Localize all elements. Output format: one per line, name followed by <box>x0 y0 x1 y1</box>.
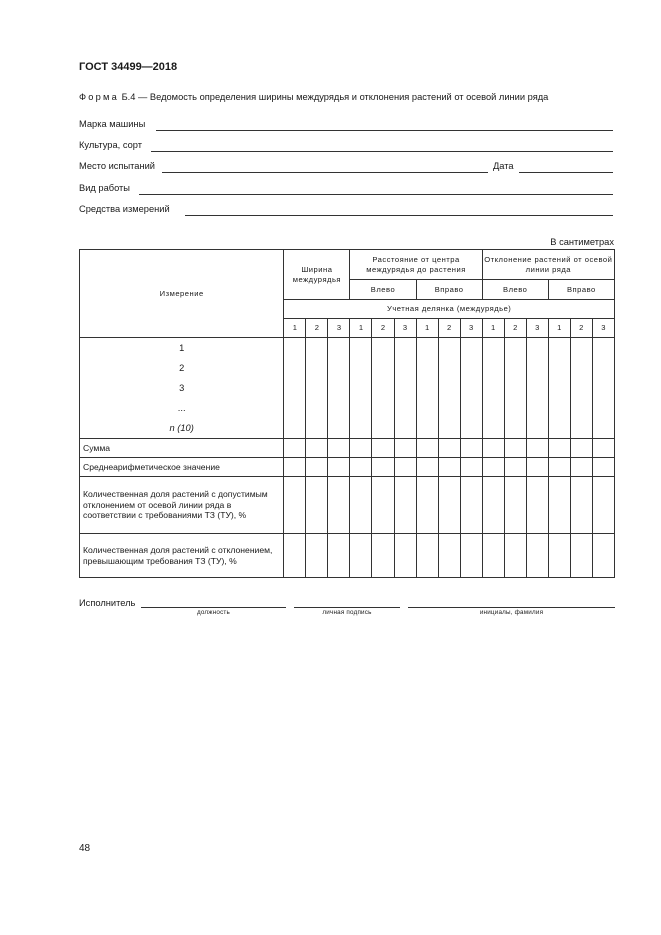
form-title-text: Ведомость определения ширины междурядья и отклонения растений от осевой линии ряда <box>149 92 549 102</box>
field-work-line[interactable] <box>139 194 613 195</box>
data-cell[interactable] <box>394 338 416 439</box>
field-work-label: Вид работы <box>79 183 130 193</box>
data-cell[interactable] <box>306 458 328 477</box>
data-cell[interactable] <box>394 477 416 534</box>
data-cell[interactable] <box>570 477 592 534</box>
measurement-item <box>80 418 283 438</box>
table-row-within <box>80 477 615 534</box>
field-machine-label: Марка машины <box>79 119 146 129</box>
data-cell[interactable] <box>350 338 372 439</box>
data-cell[interactable] <box>284 439 306 458</box>
data-cell[interactable] <box>284 477 306 534</box>
data-cell[interactable] <box>306 338 328 439</box>
data-cell[interactable] <box>438 338 460 439</box>
header-deviation: Отклонение растений от осевой линии ряда <box>482 250 614 280</box>
data-cell[interactable] <box>284 534 306 578</box>
data-cell[interactable] <box>504 534 526 578</box>
data-cell[interactable] <box>592 534 614 578</box>
field-place-line[interactable] <box>162 172 488 173</box>
form-prefix: Форма <box>79 92 119 102</box>
page-number: 48 <box>79 843 91 854</box>
data-cell[interactable] <box>482 458 504 477</box>
data-cell[interactable] <box>284 458 306 477</box>
data-cell[interactable] <box>526 477 548 534</box>
col-num: 3 <box>526 319 548 338</box>
data-cell[interactable] <box>372 534 394 578</box>
data-cell[interactable] <box>416 338 438 439</box>
header-distance-right: Вправо <box>416 280 482 300</box>
data-cell[interactable] <box>504 338 526 439</box>
form-title <box>79 92 548 102</box>
data-cell[interactable] <box>328 338 350 439</box>
data-cell[interactable] <box>328 458 350 477</box>
measurement-item: 1 <box>179 343 185 353</box>
col-num: 3 <box>460 319 482 338</box>
data-cell[interactable] <box>482 534 504 578</box>
data-cell[interactable] <box>548 458 570 477</box>
data-cell[interactable] <box>372 477 394 534</box>
col-num: 2 <box>438 319 460 338</box>
data-cell[interactable] <box>526 338 548 439</box>
col-num: 2 <box>306 319 328 338</box>
data-cell[interactable] <box>350 534 372 578</box>
col-num: 1 <box>548 319 570 338</box>
field-date-label: Дата <box>493 161 514 171</box>
form-number: Б.4 <box>121 92 136 102</box>
data-cell[interactable] <box>328 439 350 458</box>
data-cell[interactable] <box>504 477 526 534</box>
form-dash: — <box>138 92 148 102</box>
data-cell[interactable] <box>416 458 438 477</box>
data-cell[interactable] <box>592 477 614 534</box>
data-cell[interactable] <box>482 338 504 439</box>
data-cell[interactable] <box>438 458 460 477</box>
standard-code: ГОСТ 34499—2018 <box>79 61 178 73</box>
measurement-last: n (10) <box>169 423 194 433</box>
col-num: 3 <box>394 319 416 338</box>
col-num: 2 <box>504 319 526 338</box>
data-cell[interactable] <box>372 458 394 477</box>
data-cell[interactable] <box>416 477 438 534</box>
col-num: 1 <box>416 319 438 338</box>
signature-name-line[interactable] <box>408 607 615 608</box>
signature-sign-line[interactable] <box>294 607 400 608</box>
data-cell[interactable] <box>328 477 350 534</box>
data-cell[interactable] <box>284 338 306 439</box>
data-cell[interactable] <box>372 338 394 439</box>
header-row-width: Ширина междурядья <box>284 250 350 300</box>
data-cell[interactable] <box>460 477 482 534</box>
header-distance-left: Влево <box>350 280 416 300</box>
data-cell[interactable] <box>416 439 438 458</box>
measurement-item: 2 <box>179 363 185 373</box>
signature-name-caption: инициалы, фамилия <box>479 609 544 616</box>
field-crop-label: Культура, сорт <box>79 140 142 150</box>
data-cell[interactable] <box>394 439 416 458</box>
data-cell[interactable] <box>372 439 394 458</box>
data-cell[interactable] <box>438 439 460 458</box>
field-place-label: Место испытаний <box>79 161 155 171</box>
data-cell[interactable] <box>394 534 416 578</box>
data-cell[interactable] <box>460 458 482 477</box>
data-cell[interactable] <box>504 458 526 477</box>
table-row-measurements <box>80 338 615 439</box>
data-cell[interactable] <box>570 338 592 439</box>
table-row-mean <box>80 458 615 477</box>
data-cell[interactable] <box>570 534 592 578</box>
data-cell[interactable] <box>394 458 416 477</box>
signature-sign-caption: личная подпись <box>322 609 372 616</box>
data-cell[interactable] <box>460 534 482 578</box>
data-cell[interactable] <box>504 439 526 458</box>
header-deviation-left: Влево <box>482 280 548 300</box>
data-cell[interactable] <box>482 439 504 458</box>
field-date-line[interactable] <box>519 172 613 173</box>
units-note: В сантиметрах <box>550 237 614 247</box>
data-cell[interactable] <box>548 439 570 458</box>
measurement-table <box>79 249 615 578</box>
data-cell[interactable] <box>548 477 570 534</box>
header-plot: Учетная делянка (междурядье) <box>284 300 615 319</box>
signature-position-caption: должность <box>196 609 231 616</box>
data-cell[interactable] <box>592 338 614 439</box>
data-cell[interactable] <box>548 534 570 578</box>
row-label-exceed: Количественная доля растений с отклонением, превышающим требования ТЗ (ТУ), % <box>80 534 284 578</box>
data-cell[interactable] <box>592 458 614 477</box>
col-num: 1 <box>482 319 504 338</box>
table-row-sum <box>80 439 615 458</box>
data-cell[interactable] <box>438 477 460 534</box>
header-deviation-right: Вправо <box>548 280 614 300</box>
data-cell[interactable] <box>526 458 548 477</box>
data-cell[interactable] <box>570 439 592 458</box>
data-cell[interactable] <box>548 338 570 439</box>
data-cell[interactable] <box>350 458 372 477</box>
measurement-list <box>80 338 284 439</box>
measurement-item: ... <box>177 403 186 413</box>
table-row-exceed <box>80 534 615 578</box>
data-cell[interactable] <box>328 534 350 578</box>
data-cell[interactable] <box>570 458 592 477</box>
row-label-mean: Среднеарифметическое значение <box>80 458 284 477</box>
signature-position-line[interactable] <box>141 607 286 608</box>
measurement-item: 3 <box>179 383 185 393</box>
col-num: 2 <box>570 319 592 338</box>
col-num: 3 <box>328 319 350 338</box>
signature-label: Исполнитель <box>79 598 136 608</box>
field-tools-label: Средства измерений <box>79 204 170 214</box>
data-cell[interactable] <box>460 439 482 458</box>
data-cell[interactable] <box>438 534 460 578</box>
field-tools-line[interactable] <box>185 215 613 216</box>
col-num: 2 <box>372 319 394 338</box>
data-cell[interactable] <box>306 477 328 534</box>
data-cell[interactable] <box>482 477 504 534</box>
data-cell[interactable] <box>350 477 372 534</box>
header-distance: Расстояние от центра междурядья до растения <box>350 250 482 280</box>
field-machine-line[interactable] <box>156 130 613 131</box>
col-num: 3 <box>592 319 614 338</box>
col-num: 1 <box>350 319 372 338</box>
row-label-within: Количественная доля растений с допустимым отклонением от осевой линии ряда в соответствии с требованиями ТЗ (ТУ), % <box>80 477 284 534</box>
data-cell[interactable] <box>350 439 372 458</box>
data-cell[interactable] <box>416 534 438 578</box>
col-num: 1 <box>284 319 306 338</box>
row-label-sum: Сумма <box>80 439 284 458</box>
data-cell[interactable] <box>526 439 548 458</box>
data-cell[interactable] <box>306 534 328 578</box>
data-cell[interactable] <box>460 338 482 439</box>
data-cell[interactable] <box>526 534 548 578</box>
data-cell[interactable] <box>306 439 328 458</box>
header-measurement: Измерение <box>80 250 284 338</box>
field-crop-line[interactable] <box>151 151 613 152</box>
data-cell[interactable] <box>592 439 614 458</box>
